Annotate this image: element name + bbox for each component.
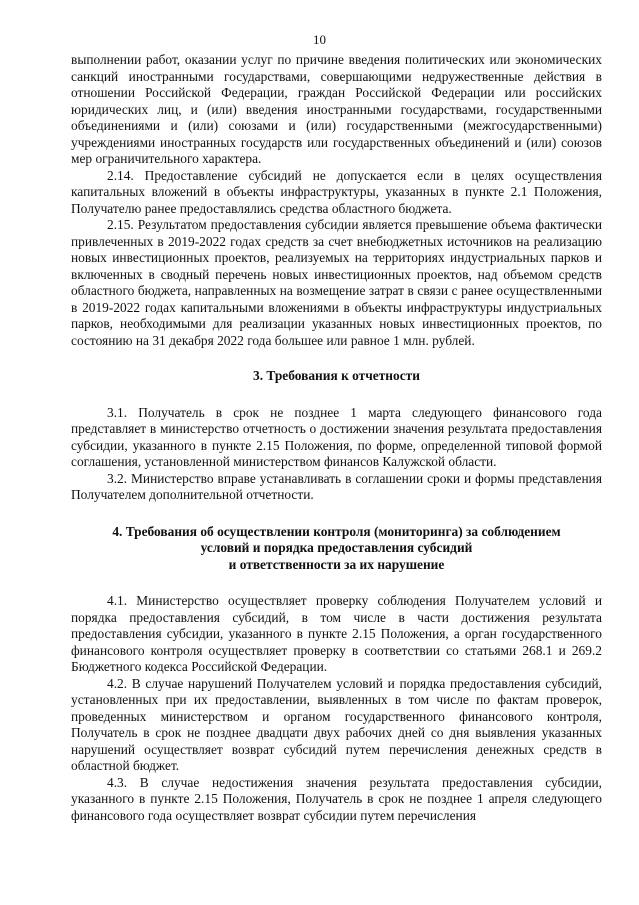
paragraph-continuation: выполнении работ, оказании услуг по причине введения политических или экономических санкций иностранными государствами, совершающими недружественные действия в отношении Российской Федерации, граждан Российской Федерации или российских юридических лиц, и (или) введения иностранными государствами, государственными объединениями и (или) союзами и (или) государственными (межгосударственными) учреждениями иностранных государств или государственных объединений и (или) союзов мер ограничительного характера.: [71, 52, 602, 166]
paragraph-4-2: 4.2. В случае нарушений Получателем условий и порядка предоставления субсидий, установленных при их предоставлении, выявленных в том числе по фактам проверок, проведенных министерством и органом государственного финансового контроля, Получатель в срок не позднее двадцати двух рабочих дней со дня выявления указанных нарушений осуществляет возврат субсидий путем перечисления денежных средств в областной бюджет.: [71, 675, 602, 773]
paragraph-4-1: 4.1. Министерство осуществляет проверку соблюдения Получателем условий и порядка предоставления субсидий, в том числе в части достижения результата предоставления субсидии, указанного в пункте 2.15 Положения, а орган государственного финансового контроля осуществляет проверку в соответствии со статьями 268.1 и 269.2 Бюджетного кодекса Российской Федерации.: [71, 593, 602, 674]
section-4-heading-line-1: 4. Требования об осуществлении контроля (мониторинга) за соблюдением: [112, 523, 561, 539]
paragraph-3-2: 3.2. Министерство вправе устанавливать в соглашении сроки и формы представления Получателем дополнительной отчетности.: [71, 470, 602, 502]
paragraph-4-3: 4.3. В случае недостижения значения результата предоставления субсидии, указанного в пункте 2.15 Положения, Получатель в срок не позднее 1 апреля следующего финансового года осуществляет возврат субсидии путем перечисления: [71, 774, 602, 823]
document-body: [71, 52, 602, 824]
section-4-heading: [71, 524, 602, 574]
paragraph-2-14: 2.14. Предоставление субсидий не допускается если в целях осуществления капитальных вложений в объекты инфраструктуры, указанных в пункте 2.1 Положения, Получателю ранее предоставлялись средства областного бюджета.: [71, 167, 602, 216]
section-4-heading-line-3: и ответственности за их нарушение: [228, 556, 445, 572]
page-number: 10: [313, 32, 326, 47]
paragraph-3-1: 3.1. Получатель в срок не позднее 1 марта следующего финансового года представляет в министерство отчетность о достижении значения результата предоставления субсидии, указанного в пункте 2.15 Положения, по форме, определенной типовой формой соглашения, установленной министерством финансов Калужской области.: [71, 404, 602, 469]
paragraph-2-15: 2.15. Результатом предоставления субсидии является превышение объема фактически привлеченных в 2019-2022 годах средств за счет внебюджетных источников на реализацию новых инвестиционных проектов, реализуемых на территориях индустриальных парков и включенных в сводный перечень новых инвестиционных проектов, над объемом средств областного бюджета, направленных на возмещение затрат в связи с ранее осуществленными в 2019-2022 годах капитальными вложениями в объекты инфраструктуры индустриальных парков, необходимыми для реализации указанных новых инвестиционных проектов, по состоянию на 31 декабря 2022 года большее или равное 1 млн. рублей.: [71, 217, 602, 348]
section-4-heading-line-2: условий и порядка предоставления субсидий: [200, 540, 473, 555]
section-3-heading: 3. Требования к отчетности: [253, 368, 420, 383]
